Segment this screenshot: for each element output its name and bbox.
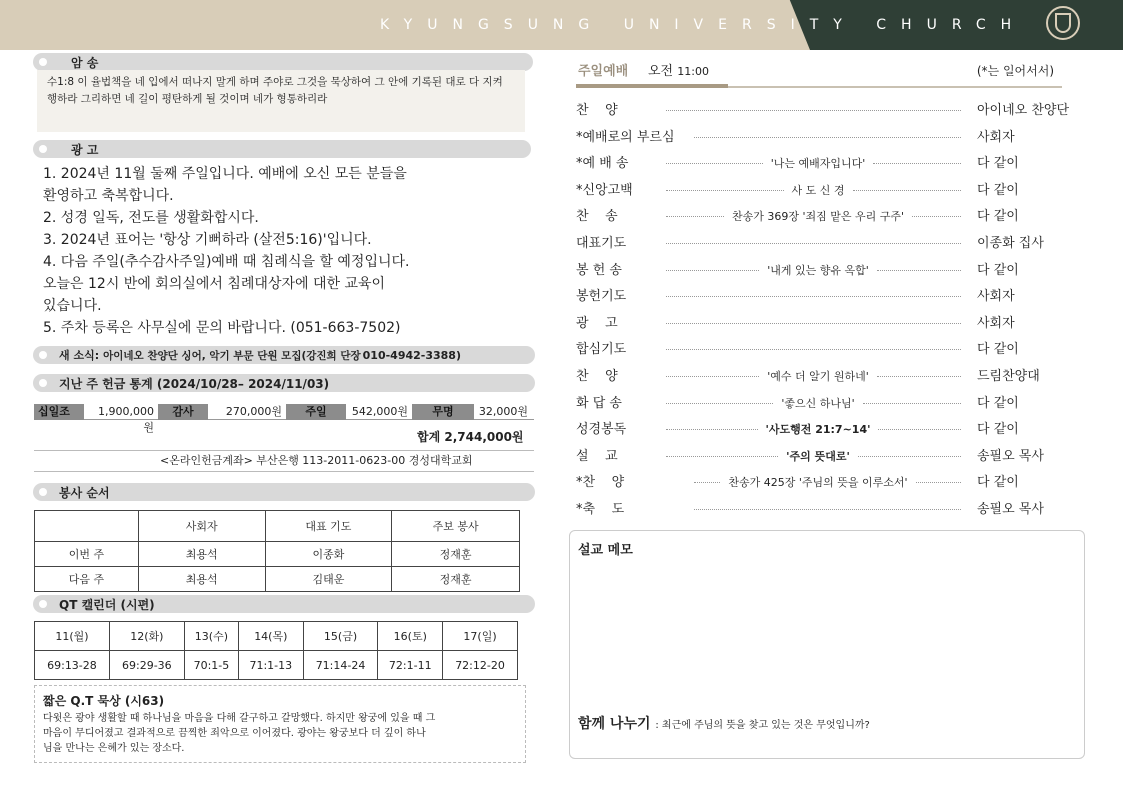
bullet-icon (39, 58, 47, 66)
announcement-line: 4. 다음 주일(추수감사주일)예배 때 침례식을 할 예정입니다. (43, 254, 410, 270)
table-cell: 69:29-36 (109, 651, 184, 680)
section-qt-calendar (33, 595, 535, 613)
order-row (576, 285, 1086, 307)
dotted-leader (666, 296, 961, 297)
dotted-leader (666, 190, 784, 191)
table-cell: 김태운 (265, 567, 392, 592)
memo-title: 설교 메모 (578, 543, 633, 558)
order-performer: 다 같이 (977, 422, 1019, 438)
order-performer: 사회자 (977, 129, 1015, 145)
order-performer: 다 같이 (977, 475, 1019, 491)
offering-value: 542,000원 (351, 404, 408, 418)
table-header-cell: 15(금) (303, 622, 378, 651)
memory-verse-text: 수1:8 이 율법책을 네 입에서 떠나지 말게 하며 주야로 그것을 묵상하여 그 안에 기록된 대로 다 지켜 행하라 그리하면 네 길이 평탄하게 될 것이며 네가 형통하리라 (47, 76, 503, 105)
order-row (576, 445, 1086, 467)
order-row (576, 471, 1086, 493)
order-label: 봉 헌 송 (576, 262, 622, 278)
table-header-cell (35, 511, 139, 542)
order-label: 찬 양 (576, 369, 618, 384)
table-header-cell: 17(일) (443, 622, 518, 651)
order-row (576, 99, 1086, 121)
meditation-box (34, 685, 526, 763)
dotted-leader (666, 376, 759, 377)
bullet-icon (39, 600, 47, 608)
order-label: 합심기도 (576, 342, 627, 358)
dotted-leader (877, 270, 961, 271)
order-label: 찬 양 (576, 103, 618, 118)
table-cell: 72:1-11 (378, 651, 443, 680)
dotted-leader (694, 137, 961, 138)
dotted-leader (694, 509, 961, 510)
order-label: *축 도 (576, 502, 625, 517)
order-label: 성경봉독 (576, 422, 627, 438)
order-detail: '나는 예배자입니다' (770, 157, 866, 171)
announcement-line: 5. 주차 등록은 사무실에 문의 바랍니다. (051-663-7502) (43, 320, 401, 336)
offering-value: 270,000원 (225, 404, 282, 418)
order-row (576, 205, 1086, 227)
table-cell: 정재훈 (392, 567, 520, 592)
announcement-list (43, 163, 513, 339)
section-news (33, 346, 535, 364)
order-row (576, 365, 1086, 387)
order-label: 봉헌기도 (576, 289, 627, 305)
order-label: 설 교 (576, 448, 618, 464)
dotted-leader (858, 456, 961, 457)
dotted-leader (666, 349, 961, 350)
order-row (576, 338, 1086, 360)
share-label: 함께 나누기 (578, 716, 651, 732)
order-row (576, 259, 1086, 281)
order-detail: '내게 있는 향유 옥합' (767, 263, 869, 277)
order-label: 화 답 송 (576, 395, 622, 411)
order-performer: 다 같이 (977, 209, 1019, 225)
table-header-cell: 주보 봉사 (392, 511, 520, 542)
section-memory-verse (33, 53, 533, 71)
meditation-line: 님을 만나는 은혜가 있는 장소다. (43, 743, 185, 754)
announcement-line: 오늘은 12시 반에 회의실에서 침례대상자에 대한 교육이 (43, 276, 386, 292)
order-detail: '좋으신 하나님' (781, 396, 855, 410)
dotted-leader (694, 482, 720, 483)
order-performer: 다 같이 (977, 262, 1019, 278)
table-header-cell: 11(월) (35, 622, 110, 651)
table-header-row (35, 622, 518, 651)
worship-label: 주일예배 (578, 64, 629, 79)
order-label: *신앙고백 (576, 182, 633, 198)
table-cell: 69:13-28 (35, 651, 110, 680)
time-prefix: 오전 (648, 64, 674, 79)
table-header-cell: 12(화) (109, 622, 184, 651)
announcement-line: 2. 성경 일독, 전도를 생활화합시다. (43, 210, 259, 226)
order-performer: 다 같이 (977, 156, 1019, 172)
offering-label: 십일조 (34, 404, 84, 420)
memory-title: 암 송 (71, 55, 99, 70)
order-detail: 찬송가 425장 '주님의 뜻을 이루소서' (728, 476, 908, 490)
table-cell: 이종화 (265, 542, 392, 567)
dotted-leader (666, 456, 778, 457)
offering-title: 지난 주 헌금 통계 (2024/10/28– 2024/11/03) (59, 376, 330, 391)
table-header-row (35, 511, 520, 542)
order-row (576, 179, 1086, 201)
offering-label: 주일 (286, 404, 346, 420)
dotted-leader (666, 216, 724, 217)
section-service (33, 483, 535, 501)
order-performer: 사회자 (977, 315, 1015, 331)
dotted-leader (666, 323, 961, 324)
header-underline (576, 84, 728, 88)
sermon-memo-box (569, 530, 1085, 759)
table-cell: 71:14-24 (303, 651, 378, 680)
service-table (34, 510, 520, 592)
announcements-title: 광 고 (71, 142, 99, 157)
dotted-leader (666, 163, 763, 164)
offering-value: 1,900,000원 (98, 404, 154, 434)
dotted-leader (853, 190, 962, 191)
order-label: *찬 양 (576, 475, 625, 491)
standing-note: (*는 일어서서) (976, 64, 1054, 78)
dotted-leader (666, 243, 961, 244)
church-title: KYUNGSUNG UNIVERSITY CHURCH (380, 17, 1027, 33)
meditation-line: 다윗은 광야 생활할 때 하나님을 마음을 다해 갈구하고 갈망했다. 하지만 왕궁에 있을 때 그 (43, 713, 436, 724)
offering-stats (34, 404, 534, 434)
table-cell: 다음 주 (35, 567, 139, 592)
table-cell: 최용석 (138, 542, 265, 567)
memory-verse-box (37, 70, 525, 132)
section-offering (33, 374, 535, 392)
time-value: 11:00 (677, 65, 709, 78)
table-cell: 70:1-5 (184, 651, 238, 680)
offering-total: 합계 2,744,000원 (417, 430, 524, 444)
offering-label: 무명 (412, 404, 474, 420)
meditation-body (43, 711, 517, 756)
order-performer: 드림찬양대 (977, 369, 1040, 384)
dotted-leader (873, 163, 961, 164)
order-performer: 다 같이 (977, 395, 1019, 411)
announcement-line: 1. 2024년 11월 둘째 주일입니다. 예배에 오신 모든 분들을 (43, 166, 407, 182)
service-title: 봉사 순서 (59, 485, 110, 500)
bullet-icon (39, 145, 47, 153)
order-label: 대표기도 (576, 236, 627, 251)
order-detail: 사 도 신 경 (791, 183, 845, 197)
bullet-icon (39, 351, 47, 359)
order-label: *예배로의 부르심 (576, 129, 675, 145)
online-offering-account: <온라인헌금계좌> 부산은행 113-2011-0623-00 경성대학교회 (34, 450, 534, 472)
table-row (35, 542, 520, 567)
order-performer: 사회자 (977, 289, 1015, 305)
announcement-line: 환영하고 축복합니다. (43, 188, 174, 204)
table-cell: 71:1-13 (239, 651, 304, 680)
order-performer: 이종화 집사 (977, 236, 1044, 251)
news-phone: 010-4942-3388) (362, 348, 461, 362)
section-announcements (33, 140, 531, 158)
table-cell: 72:12-20 (443, 651, 518, 680)
table-cell: 이번 주 (35, 542, 139, 567)
meditation-title: 짧은 Q.T 묵상 (시63) (43, 694, 165, 708)
dotted-leader (666, 270, 759, 271)
order-label: *예 배 송 (576, 156, 629, 172)
announcement-line: 3. 2024년 표어는 '항상 기뻐하라 (살전5:16)'입니다. (43, 232, 372, 248)
table-header-cell: 사회자 (138, 511, 265, 542)
bullet-icon (39, 488, 47, 496)
order-detail: '주의 뜻대로' (786, 449, 850, 463)
table-header-cell: 13(수) (184, 622, 238, 651)
news-text: 아이네오 찬양단 싱어, 악기 부문 단원 모집(강진희 단장 (103, 349, 361, 362)
dotted-leader (912, 216, 961, 217)
table-header-cell: 14(목) (239, 622, 304, 651)
bullet-icon (39, 379, 47, 387)
table-row (35, 651, 518, 680)
dotted-leader (666, 429, 758, 430)
order-row (576, 312, 1086, 334)
order-performer: 송필오 목사 (977, 502, 1044, 517)
order-detail: '사도행전 21:7~14' (765, 423, 871, 437)
dotted-leader (916, 482, 961, 483)
meditation-line: 마음이 무디어졌고 결과적으로 끔찍한 죄악으로 이어졌다. 광야는 왕궁보다 더 깊이 하나 (43, 728, 426, 739)
table-row (35, 567, 520, 592)
qt-title: QT 캘린더 (시편) (59, 597, 155, 612)
order-label: 찬 송 (576, 209, 618, 225)
qt-calendar-table (34, 621, 518, 680)
order-row (576, 152, 1086, 174)
church-logo-icon (1046, 6, 1080, 40)
worship-time (648, 60, 709, 79)
dotted-leader (666, 110, 961, 111)
dotted-leader (666, 403, 773, 404)
order-performer: 다 같이 (977, 342, 1019, 358)
table-header-cell: 대표 기도 (265, 511, 392, 542)
order-label: 광 고 (576, 315, 618, 331)
order-row (576, 392, 1086, 414)
order-performer: 송필오 목사 (977, 448, 1044, 464)
offering-label: 감사 (158, 404, 208, 420)
order-detail: '예수 더 알기 원하네' (767, 370, 869, 383)
order-row (576, 232, 1086, 254)
dotted-leader (877, 376, 961, 377)
share-section (578, 713, 870, 733)
order-row (576, 498, 1086, 520)
order-performer: 아이네오 찬양단 (977, 103, 1070, 118)
news-label: 새 소식: (59, 349, 100, 362)
worship-header (576, 60, 1062, 88)
announcement-line: 있습니다. (43, 298, 102, 314)
order-row (576, 418, 1086, 440)
order-detail: 찬송가 369장 '죄짐 맡은 우리 구주' (731, 210, 905, 224)
table-header-cell: 16(토) (378, 622, 443, 651)
header-banner (0, 0, 1123, 50)
order-performer: 다 같이 (977, 182, 1019, 198)
share-question: : 최근에 주님의 뜻을 찾고 있는 것은 무엇입니까? (655, 720, 870, 731)
dotted-leader (878, 429, 961, 430)
order-row (576, 126, 1086, 148)
dotted-leader (863, 403, 961, 404)
table-cell: 최용석 (138, 567, 265, 592)
table-cell: 정재훈 (392, 542, 520, 567)
offering-value: 32,000원 (478, 404, 528, 418)
